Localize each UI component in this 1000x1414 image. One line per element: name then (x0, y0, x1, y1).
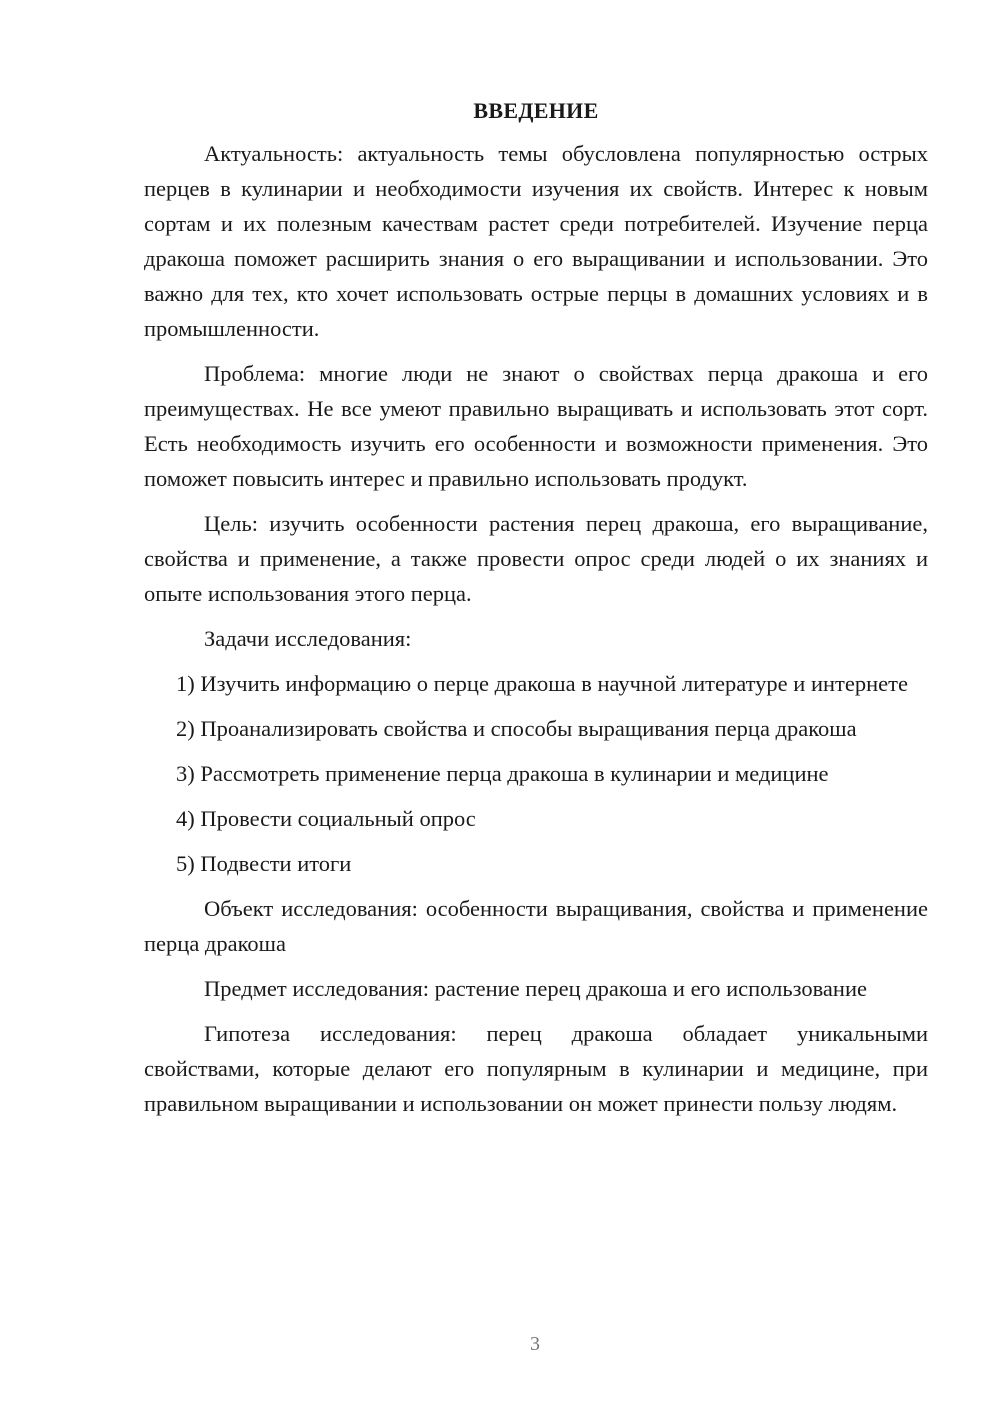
task-item-3: 3) Рассмотреть применение перца дракоша в кулинарии и медицине (176, 761, 829, 786)
task-item-1: 1) Изучить информацию о перце дракоша в научной литературе и интернете (176, 671, 908, 696)
page-content (144, 96, 928, 1131)
section-title: ВВЕДЕНИЕ (473, 98, 599, 123)
task-item-5: 5) Подвести итоги (176, 851, 352, 876)
paragraph-hypothesis: Гипотеза исследования: перец дракоша обладает уникальными свойствами, которые делают его популярным в кулинарии и медицине, при правильном выращивании и использовании он может принести пользу людям. (144, 1021, 928, 1116)
paragraph-problem: Проблема: многие люди не знают о свойствах перца дракоша и его преимуществах. Не все умеют правильно выращивать и использовать этот сорт. Есть необходимость изучить его особенности и возможности применения. Это поможет повысить интерес и правильно использовать продукт. (144, 361, 928, 491)
paragraph-object: Объект исследования: особенности выращивания, свойства и применение перца дракоша (144, 896, 928, 956)
page-number: 3 (530, 1333, 540, 1355)
task-item-2: 2) Проанализировать свойства и способы выращивания перца дракоша (176, 716, 857, 741)
paragraph-goal: Цель: изучить особенности растения перец дракоша, его выращивание, свойства и применение, а также провести опрос среди людей о их знаниях и опыте использования этого перца. (144, 511, 928, 606)
paragraph-relevance: Актуальность: актуальность темы обусловлена популярностью острых перцев в кулинарии и необходимости изучения их свойств. Интерес к новым сортам и их полезным качествам растет среди потребителей. Изучение перца дракоша поможет расширить знания о его выращивании и использовании. Это важно для тех, кто хочет использовать острые перцы в домашних условиях и в промышленности. (144, 141, 928, 341)
paragraph-tasks-heading: Задачи исследования: (204, 626, 412, 651)
task-item-4: 4) Провести социальный опрос (176, 806, 476, 831)
paragraph-subject: Предмет исследования: растение перец дракоша и его использование (204, 976, 867, 1001)
